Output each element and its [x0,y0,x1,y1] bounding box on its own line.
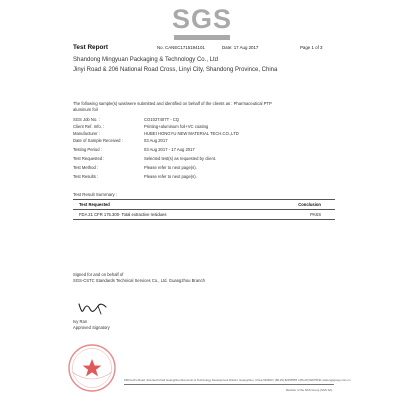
summary-table [73,199,335,220]
field-label-date-received: Date of Sample Received : [73,138,123,143]
handwritten-signature [76,300,112,318]
field-label-test-method: Test Method : [73,165,99,170]
field-value-test-results: Please refer to next page(s). [144,174,197,179]
field-value-test-requested: Selected test(s) as requested by client. [144,156,217,161]
header-test-requested: Test Requested [79,202,110,207]
signatory-role: Approved Signatory [73,325,110,330]
field-value-client-ref: Printing+aluminum foil+VC coating [144,124,209,129]
logo-text: SGS [171,4,233,34]
field-value-date-received: 03 Aug 2017 [144,138,168,143]
field-label-test-results: Test Results : [73,174,99,179]
table-header-row [73,200,335,210]
row-conclusion: PASS [310,212,321,217]
signed-on-behalf: Signed for and on behalf of [73,272,124,277]
report-date: Date: 17 Aug 2017 [222,45,259,50]
report-title: Test Report [73,44,109,51]
row-test: FDA 21 CFR 175.300- Total extractive residues [79,212,167,217]
client-name: Shandong Mingyuan Packaging & Technology Co., Ltd [73,57,218,63]
signatory-name: Ivy Ran [73,319,88,324]
logo-bar [174,35,230,40]
footer-member: Member of the SGS Group (SGS SA) [286,388,333,392]
header-conclusion: Conclusion [298,202,321,207]
footer-address: 198 Kezhu Road, Scientech Park Guangzhou Economic & Technology Development District, Guangzhou, China 510663 t (86-20) 82155555 f (86-20) 82075191 www.sgsgroup.com.cn [124,378,351,382]
field-value-test-method: Please refer to next page(s). [144,165,197,170]
sgs-logo [168,4,236,44]
summary-label: Test Result Summary : [73,192,118,197]
signing-company: SGS-CSTC Standards Technical Services Co., Ltd. Guangzhou Branch [73,278,205,283]
field-label-manufacturer: Manufacturer : [73,131,100,136]
field-value-manufacturer: HUBEI HONGYU NEW MATERIAL TECH.CO.,LTD [144,131,239,136]
field-label-testing-period: Testing Period : [73,147,102,152]
page-number: Page 1 of 3 [300,45,323,50]
field-label-job-no: SGS Job No. : [73,117,100,122]
official-seal-stamp [66,342,118,394]
field-value-testing-period: 03 Aug 2017 - 17 Aug 2017 [144,147,195,152]
client-address: Jinyi Road & 206 National Road Cross, Linyi City, Shandong Province, China [73,67,278,73]
intro-line-2: aluminum foil [73,107,98,112]
report-number: No. CANEC1715194101 [157,45,205,50]
field-label-test-requested: Test Requested : [73,156,105,161]
footer-divider [124,384,334,385]
field-label-client-ref: Client Ref. Info. : [73,124,105,129]
intro-line-1: The following sample(s) was/were submitted and identified on behalf of the clients as : Pharmaceutical PTP [73,101,272,106]
table-row [73,210,335,219]
star-icon [83,359,102,376]
field-value-job-no: CO1027407T - CQ [144,117,180,122]
